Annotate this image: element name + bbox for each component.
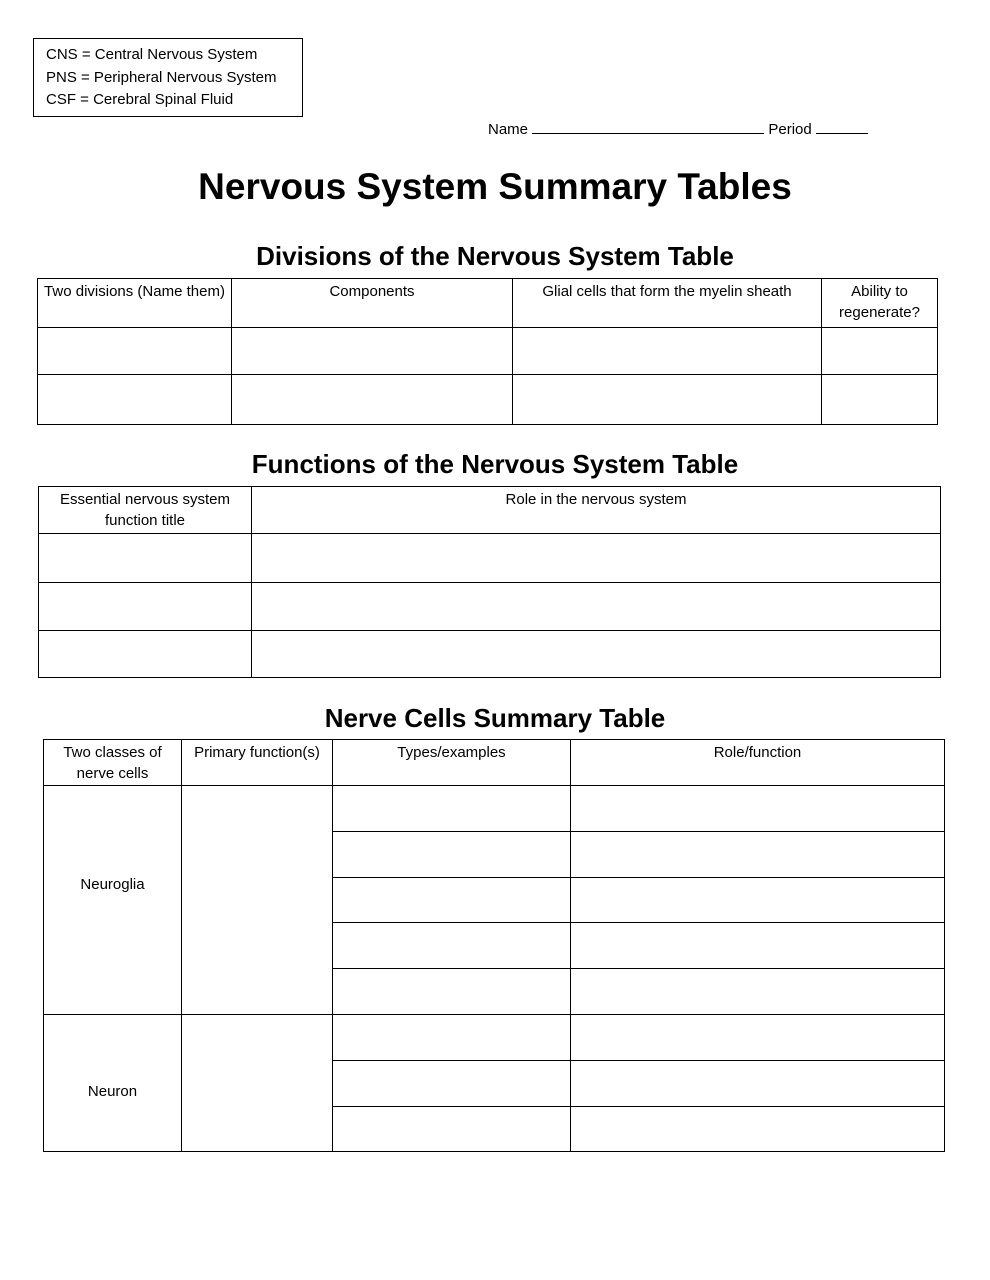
- answer-cell[interactable]: [571, 1061, 945, 1107]
- name-period-line: [488, 117, 868, 138]
- period-field[interactable]: [816, 117, 868, 134]
- class-label-neuroglia: Neuroglia: [44, 786, 182, 1015]
- answer-cell[interactable]: [333, 878, 571, 923]
- functions-heading: Functions of the Nervous System Table: [251, 449, 739, 479]
- answer-cell[interactable]: [252, 583, 941, 631]
- answer-cell[interactable]: [571, 1107, 945, 1152]
- answer-cell[interactable]: [571, 1015, 945, 1061]
- header-cell: Types/examples: [333, 740, 571, 786]
- answer-cell[interactable]: [38, 375, 232, 425]
- answer-cell[interactable]: [822, 328, 938, 375]
- page-title: Nervous System Summary Tables: [198, 166, 792, 207]
- answer-cell[interactable]: [333, 832, 571, 878]
- answer-cell[interactable]: [182, 786, 333, 1015]
- answer-cell[interactable]: [232, 375, 513, 425]
- divisions-heading: Divisions of the Nervous System Table: [256, 241, 734, 271]
- answer-cell[interactable]: [571, 832, 945, 878]
- header-cell: Glial cells that form the myelin sheath: [513, 279, 822, 328]
- header-cell: Two divisions (Name them): [38, 279, 232, 328]
- answer-cell[interactable]: [513, 328, 822, 375]
- header-cell: Primary function(s): [182, 740, 333, 786]
- answer-cell[interactable]: [252, 631, 941, 678]
- answer-cell[interactable]: [333, 1107, 571, 1152]
- legend-item: CSF = Cerebral Spinal Fluid: [46, 91, 234, 108]
- header-cell: Two classes of nerve cells: [44, 740, 182, 786]
- answer-cell[interactable]: [333, 1015, 571, 1061]
- answer-cell[interactable]: [571, 878, 945, 923]
- abbreviation-legend: [33, 38, 303, 117]
- answer-cell[interactable]: [39, 534, 252, 583]
- answer-cell[interactable]: [571, 786, 945, 832]
- answer-cell[interactable]: [39, 583, 252, 631]
- name-field[interactable]: [532, 117, 764, 134]
- legend-item: PNS = Peripheral Nervous System: [46, 68, 277, 86]
- name-label: Name: [488, 121, 529, 138]
- answer-cell[interactable]: [513, 375, 822, 425]
- answer-cell[interactable]: [333, 969, 571, 1015]
- answer-cell[interactable]: [822, 375, 938, 425]
- header-cell: Role in the nervous system: [252, 487, 941, 534]
- answer-cell[interactable]: [571, 923, 945, 969]
- nerve-cells-heading: Nerve Cells Summary Table: [324, 703, 666, 733]
- answer-cell[interactable]: [38, 328, 232, 375]
- header-cell: Essential nervous system function title: [39, 487, 252, 534]
- answer-cell[interactable]: [571, 969, 945, 1015]
- period-label: Period: [768, 121, 812, 138]
- header-cell: Components: [232, 279, 513, 328]
- answer-cell[interactable]: [333, 1061, 571, 1107]
- legend-item: CNS = Central Nervous System: [46, 46, 258, 63]
- functions-table: [38, 486, 941, 678]
- answer-cell[interactable]: [252, 534, 941, 583]
- divisions-table: [37, 278, 938, 425]
- class-label-neuron: Neuron: [44, 1015, 182, 1152]
- answer-cell[interactable]: [232, 328, 513, 375]
- answer-cell[interactable]: [182, 1015, 333, 1152]
- header-cell: Role/function: [571, 740, 945, 786]
- answer-cell[interactable]: [333, 923, 571, 969]
- nerve-cells-table: [43, 739, 945, 1152]
- answer-cell[interactable]: [39, 631, 252, 678]
- answer-cell[interactable]: [333, 786, 571, 832]
- header-cell: Ability to regenerate?: [822, 279, 938, 328]
